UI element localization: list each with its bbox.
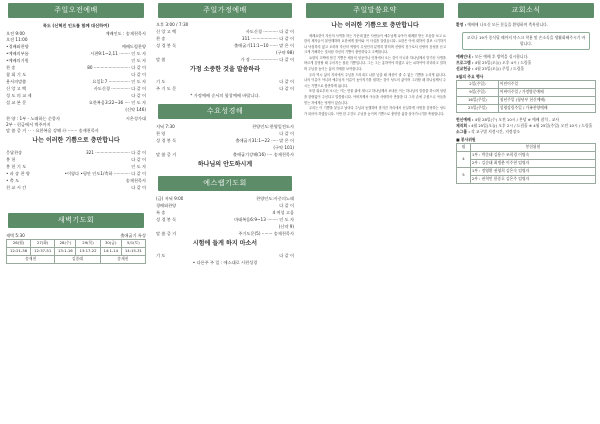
summary-paragraph: 또한 위로부터 오시는 이는 만물 위에 계시고 하나님께서 보내신 이는 하나님의 말씀을 하시며 성령을 한량없이 주신다고 말씀합니다. 아버지께서 아들을 사랑하사 만물을 다 그의 손에 주셨으니 아들을 믿는 자에게는 영생이 있습니다. (304, 89, 446, 105)
dawn-prayer-header: 새벽기도회 (8, 213, 144, 228)
order-row: 기 도 다 같 이 (156, 78, 294, 84)
column-home-service (150, 0, 298, 424)
order-row: 찬 송 80 ··························· 다 같 이 (6, 65, 146, 70)
wednesday-time: 저녁 7:30 찬양인도:한영일전도사 (156, 123, 294, 129)
order-list-1 (6, 43, 146, 113)
news-item: 예배안내 : 모든 예배 후 방역을 실시합니다. (456, 54, 529, 59)
order-list-2 (6, 149, 146, 191)
schedule-table (456, 80, 596, 113)
order-row: 친 교 시 간 다 같 이 (6, 184, 146, 190)
table-row: 12:21-36 12:37-51 13:1-16 13:17-22 14:1-14 14:15-31 (7, 247, 146, 255)
home-order-list (156, 28, 294, 63)
order-row: • 축 도 송재천목사 (6, 177, 146, 183)
order-row: (구약 98) (275, 50, 294, 55)
sermon-title: 나는 이러한 기쁨으로 충만합니다 (32, 137, 120, 144)
order-row: 용서의말씀 요일1:7 ················ 인 도 자 (6, 79, 146, 84)
news-item: 제직회 : 4월 25일(오늘) 오후 2시 / 드림홀 ※ 4월 25일(주일) 오전 10시 / 드림홀 (456, 123, 593, 128)
duty-title: ■ 봉사위원 (456, 137, 476, 142)
order-row: 성 경 봉 독 출애굽기11:1~10 ······ 맡 은 이 (156, 43, 294, 48)
column-sermon-summary (298, 0, 450, 424)
order-row: 말 씀 가 장 ···················· 다 같 이 (156, 57, 294, 62)
home-service-time: 오후 3:00 / 7:30 (156, 22, 189, 27)
news-item: 선교헌금 : 4월 25일(오늘) 주일 / 드림홀 (456, 66, 525, 71)
table-row: 2부 : 권혁민 한종호 김은주 임명자 (457, 176, 596, 184)
news-header: 교회소식 (458, 3, 594, 18)
summary-paragraph: 우리 역시 삶의 자리에서 주님을 드러내고 나를 낮출 때 세상이 줄 수 없는 기쁨을 누리게 됩니다. 나의 이름이 아니라 예수님의 이름이 높아지기를 원하는 것이 성도의 삶이며 그러할 때 하나님께서 주시는 기쁨으로 충만하게 됩니다. (304, 72, 446, 88)
order-row: 주 기 도 문 다 같 이 (156, 85, 294, 91)
order-row: 말 씀 증 거 주기도문(5) ········ 송재천목사 (156, 231, 294, 236)
order-row: 봉 헌 다 같 이 (6, 156, 146, 162)
table-row: 2부 : 김순태 최병춘 이주현 임명자 (457, 160, 596, 168)
morning-service-header: 주일오전예배 (8, 3, 144, 18)
news-item: 환영 : 예배에 나오신 모든 분들을 환영하며 축복합니다. (456, 22, 549, 27)
table-row: 5 1부 : 정영환 권영희 김은숙 임명자 (457, 168, 596, 176)
home-sermon-title: 가정 소중한 것을 말씀하라 (189, 66, 261, 73)
table-row: 9일(주일) 어버이주일 / 가정방문예배 (457, 89, 596, 97)
order-row: 기 도 다 같 이 (156, 252, 294, 258)
order-row: 성 경 봉 독 마태복음6:9~13 ········ 인 도 자 (156, 217, 294, 222)
choir-row-2: 2부 - 헌금에서 벽주까지 (6, 122, 51, 127)
choir-row: 찬 양 : 1부 - 노래하는 순종자 시온성가대 (6, 116, 146, 121)
duty-table (456, 143, 596, 184)
friday-sermon-title: 시험에 들게 하지 마소서 (192, 240, 258, 247)
table-row: 4 1부 : 박준태 김용수 조희경 이명숙 (457, 152, 596, 160)
dawn-table (6, 239, 146, 264)
order-row: (구약 101) (273, 144, 294, 150)
service-time-row: 오전 9:00 예배인도 : 송재천목사 (6, 31, 146, 36)
dawn-info: 새벽 5:30 출애굽기 특상 (6, 232, 146, 238)
order-row: 신 앙 고 백 사도신경 ··········· 다 같 이 (156, 29, 294, 34)
home-note: * 가정예배 순서의 합창예배 바랍니다. (190, 92, 260, 98)
table-row: 송재천 김종래 송재천 (7, 255, 146, 263)
order-row: 찬 양 다 같 이 (156, 130, 294, 136)
summary-body (304, 34, 446, 356)
order-row: 성 경 봉 독 출애굽기31:1~22 ····· 맡 은 이 (156, 137, 294, 143)
wednesday-header: 수요성경해 (158, 104, 292, 119)
order-row: 참 회 기 도 다 같 이 (6, 72, 146, 77)
news-item: 프로그램 : 4월 25일(오늘) 오후 4시 / 드림홀 (456, 60, 532, 65)
order-row: 경배와찬양 다 같 이 (156, 203, 294, 208)
column-morning-service (0, 0, 150, 424)
table-row: 26(월) 27(화) 28(수) 29(목) 30(금) 5/1(토) (7, 239, 146, 247)
order-row: 신 앙 고 백 사도신경 ·············· 다 같 이 (6, 86, 146, 91)
order-row: •예배의기원 인 도 자 (6, 58, 146, 63)
table-row: 2일(주일) 어린이주일 (457, 81, 596, 89)
news-item: 소그룹 : 각 교구별 지정시간, 지정장소 (456, 129, 520, 134)
order-row: 찬 송 311 ···················· 다 같 이 (156, 36, 294, 41)
column-church-news (450, 0, 600, 424)
news-item: 헌신예배 : 4월 28일(수) 오전 10시 / 본당 ※ 예배 참석 - 교사 (456, 117, 560, 122)
order-row: •경배와찬양 예배드림찬양 (6, 44, 146, 49)
summary-header: 주일말씀요약 (306, 3, 444, 18)
schedule-title: 5월의 주요 행사 (456, 74, 484, 79)
order-row: 설 교 본 문 요한복음3:22~36 ···· 인 도 자 (6, 100, 146, 105)
summary-paragraph: 우리는 이 기쁨을 붙들고 날마다 주님과 동행하며 맡겨진 자리에서 신실하게 사명을 감당하는 성도가 되어야 하겠습니다. 이번 한 주간도 주님을 높이며 기쁨으로 충만한 삶을 살아가시기를 축원합니다. (304, 106, 446, 116)
order-row: 특 송 4 여성 고음 (156, 210, 294, 215)
order-row: •예배의부름 시편9:1~2,11 ········ 인 도 자 (6, 51, 146, 56)
order-row: 성 도 의 교 제 다 같 이 (6, 93, 146, 98)
order-row: • 파 송 찬 양 •이렇다 •평안 인도1/축하 ············ 다 같 이 (6, 170, 146, 176)
summary-paragraph: 세례요한이 자신의 사역을 하는 가운데 많은 사람들이 예수님께 나아가 세례를 받는 모습을 보고 요한의 제자들이 불안해하며 요한에게 찾아와 이 사실을 알렸습니다. 요한은 이에 대하여 결코 시기하거나 낙심하지 않고 오히려 자신의 역할이 무엇인지 분명히 밝히며 신랑의 친구로서 신랑의 음성을 듣고 크게 기뻐하는 것처럼 자신의 기쁨이 충만하다고 고백합니다. (304, 33, 446, 55)
summary-title: 나는 이러한 기쁨으로 충만합니다 (331, 22, 419, 29)
order-row: (신약 9) (278, 224, 294, 229)
table-row: 월 봉헌위원 (457, 144, 596, 152)
table-row: 23일(주일) 성령강림주일 / 가족찬양예배 (457, 105, 596, 113)
friday-note: • 다른주 주 일 : 에스대로 시편성경 (192, 259, 258, 265)
order-row: 말 씀 증 거 출애굽기강해(16) ···· 송재천목사 (156, 151, 294, 157)
friday-time: (금) 저녁 9:00 찬양인도:사중의노래 (156, 196, 294, 201)
wednesday-sermon-title: 하나님의 안도하시게 (197, 160, 253, 168)
service-time-2: 오전 11:00 (6, 37, 28, 42)
news-box: 코로나 19가 종식될 때까지 마스크 착용 및 손소독을 생활화해주시기 바랍니다. (462, 32, 590, 50)
order-row: 응답찬송 321 ·························· 다 같 이 (6, 149, 146, 155)
table-row: 16일(주일) 청년주일 (청년부 헌신예배) (457, 97, 596, 105)
order-row: 봉 헌 기 도 인 도 자 (6, 163, 146, 169)
order-row: (신약 146) (125, 107, 146, 112)
sermon-row: 말 씀 증 거 · · · 요한복음 강해 ⑭ ······· 송재천목사 (6, 128, 99, 133)
summary-paragraph: 요한의 고백에 담긴 기쁨은 세상의 성공이나 인정에서 오는 것이 아니라 하나님께서 맡기신 사명을 바르게 감당할 때 주어지는 참된 기쁨입니다. 그는 그는 흥하여야 하겠고 나는 쇠하여야 하리라고 말하며 주님을 높이는 삶의 자세를 보여줍니다. (304, 55, 446, 72)
prayer-label: 묵도 (신혁진 인도를 함께 대신하여) (42, 23, 110, 28)
friday-header: 예스랩기도회 (158, 176, 292, 191)
home-service-header: 주일가정예배 (158, 3, 292, 18)
